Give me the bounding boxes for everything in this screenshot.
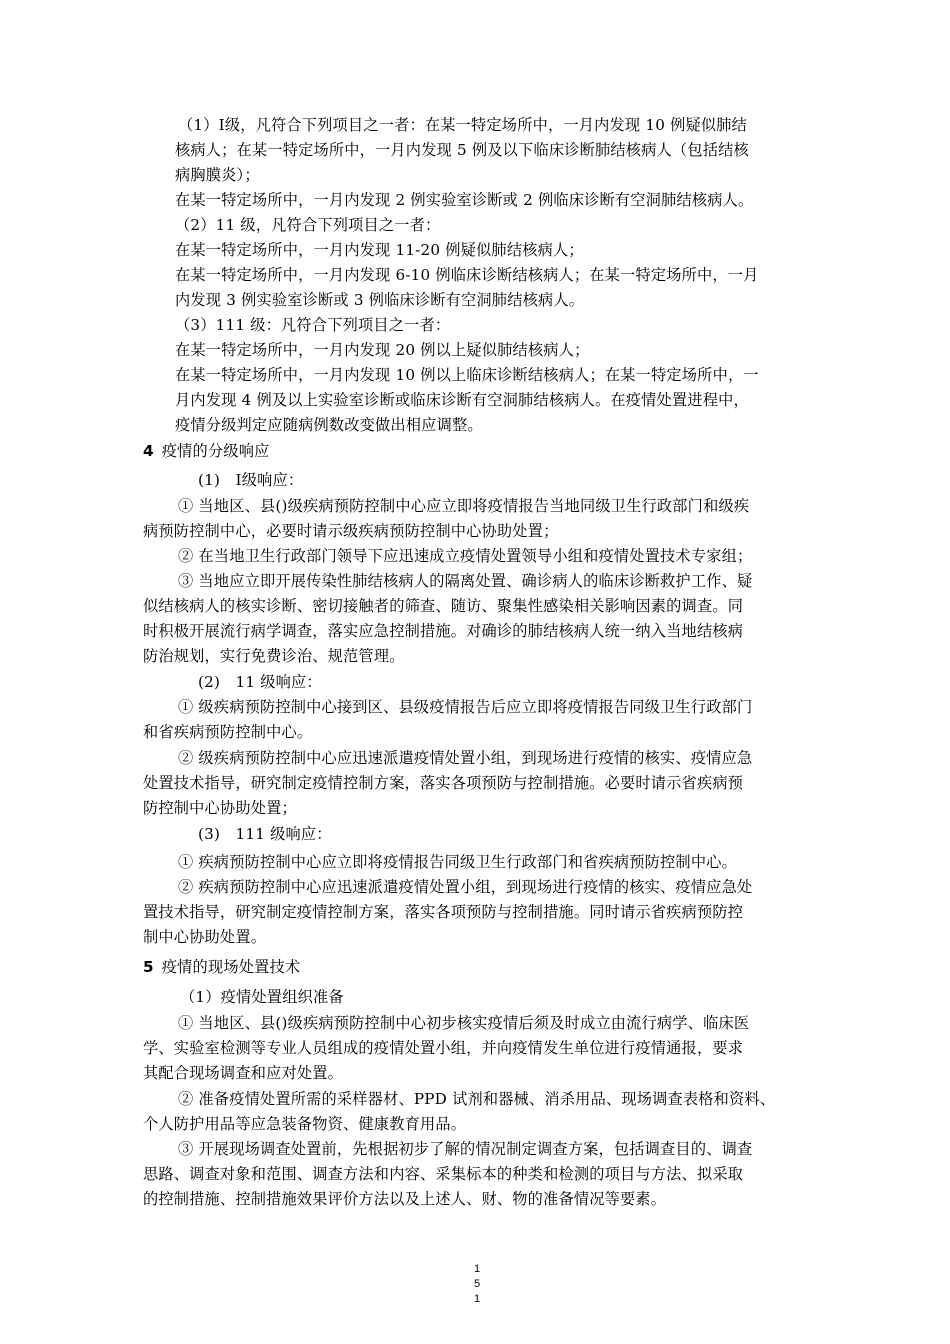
page-number-digit: 1 <box>473 1293 481 1305</box>
text-line: ③ 开展现场调查处置前，先根据初步了解的情况制定调查方案，包括调查目的、调查 <box>178 1140 753 1158</box>
section-number: 4 <box>143 442 154 460</box>
text-line: 月内发现 4 例及以上实验室诊断或临床诊断有空洞肺结核病人。在疫情处置进程中， <box>175 391 749 409</box>
subsection-heading: （1）疫情处置组织准备 <box>180 988 344 1006</box>
page-number-digit: 5 <box>473 1278 481 1290</box>
text-line: ① 当地区、县()级疾病预防控制中心应立即将疫情报告当地同级卫生行政部门和级疾 <box>178 497 750 515</box>
text-line: 学、实验室检测等专业人员组成的疫情处置小组，并向疫情发生单位进行疫情通报，要求 <box>143 1039 744 1057</box>
text-line: （3）111 级：凡符合下列项目之一者： <box>175 316 451 334</box>
section-title: 疫情的分级响应 <box>161 442 270 460</box>
text-line: ① 疾病预防控制中心应立即将疫情报告同级卫生行政部门和省疾病预防控制中心。 <box>178 853 737 871</box>
text-line: 似结核病人的核实诊断、密切接触者的筛查、随访、聚集性感染相关影响因素的调查。同 <box>143 597 744 615</box>
text-line: 在某一特定场所中，一月内发现 20 例以上疑似肺结核病人； <box>175 341 590 359</box>
text-line: 核病人；在某一特定场所中，一月内发现 5 例及以下临床诊断肺结核病人（包括结核 <box>175 141 749 159</box>
text-line: ③ 当地应立即开展传染性肺结核病人的隔离处置、确诊病人的临床诊断救护工作、疑 <box>178 572 753 590</box>
text-line: ② 在当地卫生行政部门领导下应迅速成立疫情处置领导小组和疫情处置技术专家组； <box>178 547 753 565</box>
text-line: 防治规划，实行免费诊治、规范管理。 <box>143 647 405 665</box>
page-number-digit: 1 <box>473 1263 481 1275</box>
text-line: ① 级疾病预防控制中心接到区、县级疫情报告后应立即将疫情报告同级卫生行政部门 <box>178 698 753 716</box>
text-line: 置技术指导，研究制定疫情控制方案，落实各项预防与控制措施。同时请示省疾病预防控 <box>143 903 744 921</box>
text-line: 在某一特定场所中，一月内发现 6-10 例临床诊断结核病人；在某一特定场所中，一月 <box>175 266 759 284</box>
text-line: 内发现 3 例实验室诊断或 3 例临床诊断有空洞肺结核病人。 <box>175 291 585 309</box>
text-line: （1）Ⅰ级，凡符合下列项目之一者：在某一特定场所中，一月内发现 10 例疑似肺结 <box>178 116 748 134</box>
text-line: 的控制措施、控制措施效果评价方法以及上述人、财、物的准备情况等要素。 <box>143 1190 667 1208</box>
text-line: 病胸膜炎）； <box>175 166 260 184</box>
text-line: 和省疾病预防控制中心。 <box>143 723 313 741</box>
section-number: 5 <box>143 958 154 976</box>
section-heading <box>143 439 270 463</box>
text-line: 在某一特定场所中，一月内发现 10 例以上临床诊断结核病人；在某一特定场所中，一 <box>175 366 759 384</box>
text-line: 防控制中心协助处置； <box>143 799 297 817</box>
text-line: ① 当地区、县()级疾病预防控制中心初步核实疫情后须及时成立由流行病学、临床医 <box>178 1014 750 1032</box>
subsection-heading: (2) 11 级响应： <box>198 673 322 691</box>
section-title: 疫情的现场处置技术 <box>161 958 301 976</box>
text-line: 其配合现场调查和应对处置。 <box>143 1064 344 1082</box>
subsection-heading: (3) 111 级响应： <box>198 825 332 843</box>
text-line: ② 准备疫情处置所需的采样器材、PPD 试剂和器械、消杀用品、现场调查表格和资料、 <box>178 1090 776 1108</box>
text-line: ② 疾病预防控制中心应迅速派遣疫情处置小组，到现场进行疫情的核实、疫情应急处 <box>178 878 753 896</box>
text-line: ② 级疾病预防控制中心应迅速派遣疫情处置小组，到现场进行疫情的核实、疫情应急 <box>178 749 753 767</box>
subsection-heading: (1) Ⅰ级响应： <box>198 471 304 489</box>
text-line: 时积极开展流行病学调查，落实应急控制措施。对确诊的肺结核病人统一纳入当地结核病 <box>143 622 744 640</box>
text-line: 个人防护用品等应急装备物资、健康教育用品。 <box>143 1115 467 1133</box>
section-heading <box>143 955 300 979</box>
text-line: 制中心协助处置。 <box>143 928 267 946</box>
text-line: （2）11 级，凡符合下列项目之一者： <box>175 216 441 234</box>
text-line: 疫情分级判定应随病例数改变做出相应调整。 <box>175 416 483 434</box>
text-line: 在某一特定场所中，一月内发现 2 例实验室诊断或 2 例临床诊断有空洞肺结核病人。 <box>175 191 754 209</box>
text-line: 在某一特定场所中，一月内发现 11-20 例疑似肺结核病人； <box>175 241 584 259</box>
text-line: 思路、调查对象和范围、调查方法和内容、采集标本的种类和检测的项目与方法、拟采取 <box>143 1165 744 1183</box>
text-line: 处置技术指导，研究制定疫情控制方案，落实各项预防与控制措施。必要时请示省疾病预 <box>143 774 744 792</box>
text-line: 病预防控制中心，必要时请示级疾病预防控制中心协助处置； <box>143 522 559 540</box>
